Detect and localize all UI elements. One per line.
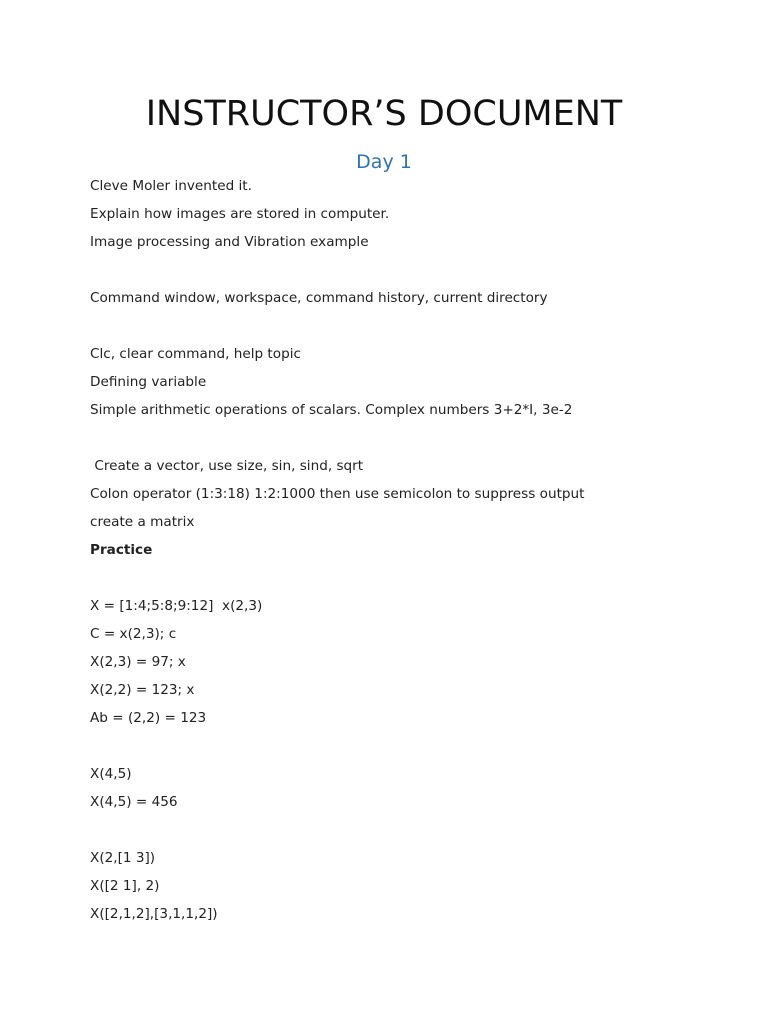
- section-label: Practice: [90, 542, 153, 558]
- text-line: create a matrix: [90, 514, 195, 530]
- text-line: X = [1:4;5:8;9:12] x(2,3): [90, 598, 263, 614]
- text-line: Create a vector, use size, sin, sind, sqrt: [90, 458, 364, 474]
- blank-line: [90, 256, 730, 284]
- document-title: INSTRUCTOR’S DOCUMENT: [145, 94, 623, 134]
- text-line: Cleve Moler invented it.: [90, 178, 252, 194]
- blank-line: [90, 564, 730, 592]
- text-line: Colon operator (1:3:18) 1:2:1000 then use semicolon to suppress output: [90, 486, 585, 502]
- day-heading: Day 1: [356, 151, 412, 173]
- text-line: X(4,5): [90, 766, 132, 782]
- text-line: Clc, clear command, help topic: [90, 346, 301, 362]
- text-line: Explain how images are stored in computer.: [90, 206, 390, 222]
- document-body: [90, 172, 730, 928]
- text-line: Image processing and Vibration example: [90, 234, 369, 250]
- text-line: Simple arithmetic operations of scalars. Complex numbers 3+2*I, 3e-2: [90, 402, 573, 418]
- text-line: X([2,1,2],[3,1,1,2]): [90, 906, 218, 922]
- text-line: X([2 1], 2): [90, 878, 160, 894]
- blank-line: [90, 816, 730, 844]
- blank-line: [90, 732, 730, 760]
- text-line: X(2,2) = 123; x: [90, 682, 195, 698]
- text-line: X(2,3) = 97; x: [90, 654, 186, 670]
- blank-line: [90, 424, 730, 452]
- text-line: Ab = (2,2) = 123: [90, 710, 207, 726]
- text-line: C = x(2,3); c: [90, 626, 177, 642]
- blank-line: [90, 312, 730, 340]
- text-line: Command window, workspace, command history, current directory: [90, 290, 548, 306]
- text-line: X(2,[1 3]): [90, 850, 156, 866]
- text-line: X(4,5) = 456: [90, 794, 178, 810]
- text-line: Defining variable: [90, 374, 207, 390]
